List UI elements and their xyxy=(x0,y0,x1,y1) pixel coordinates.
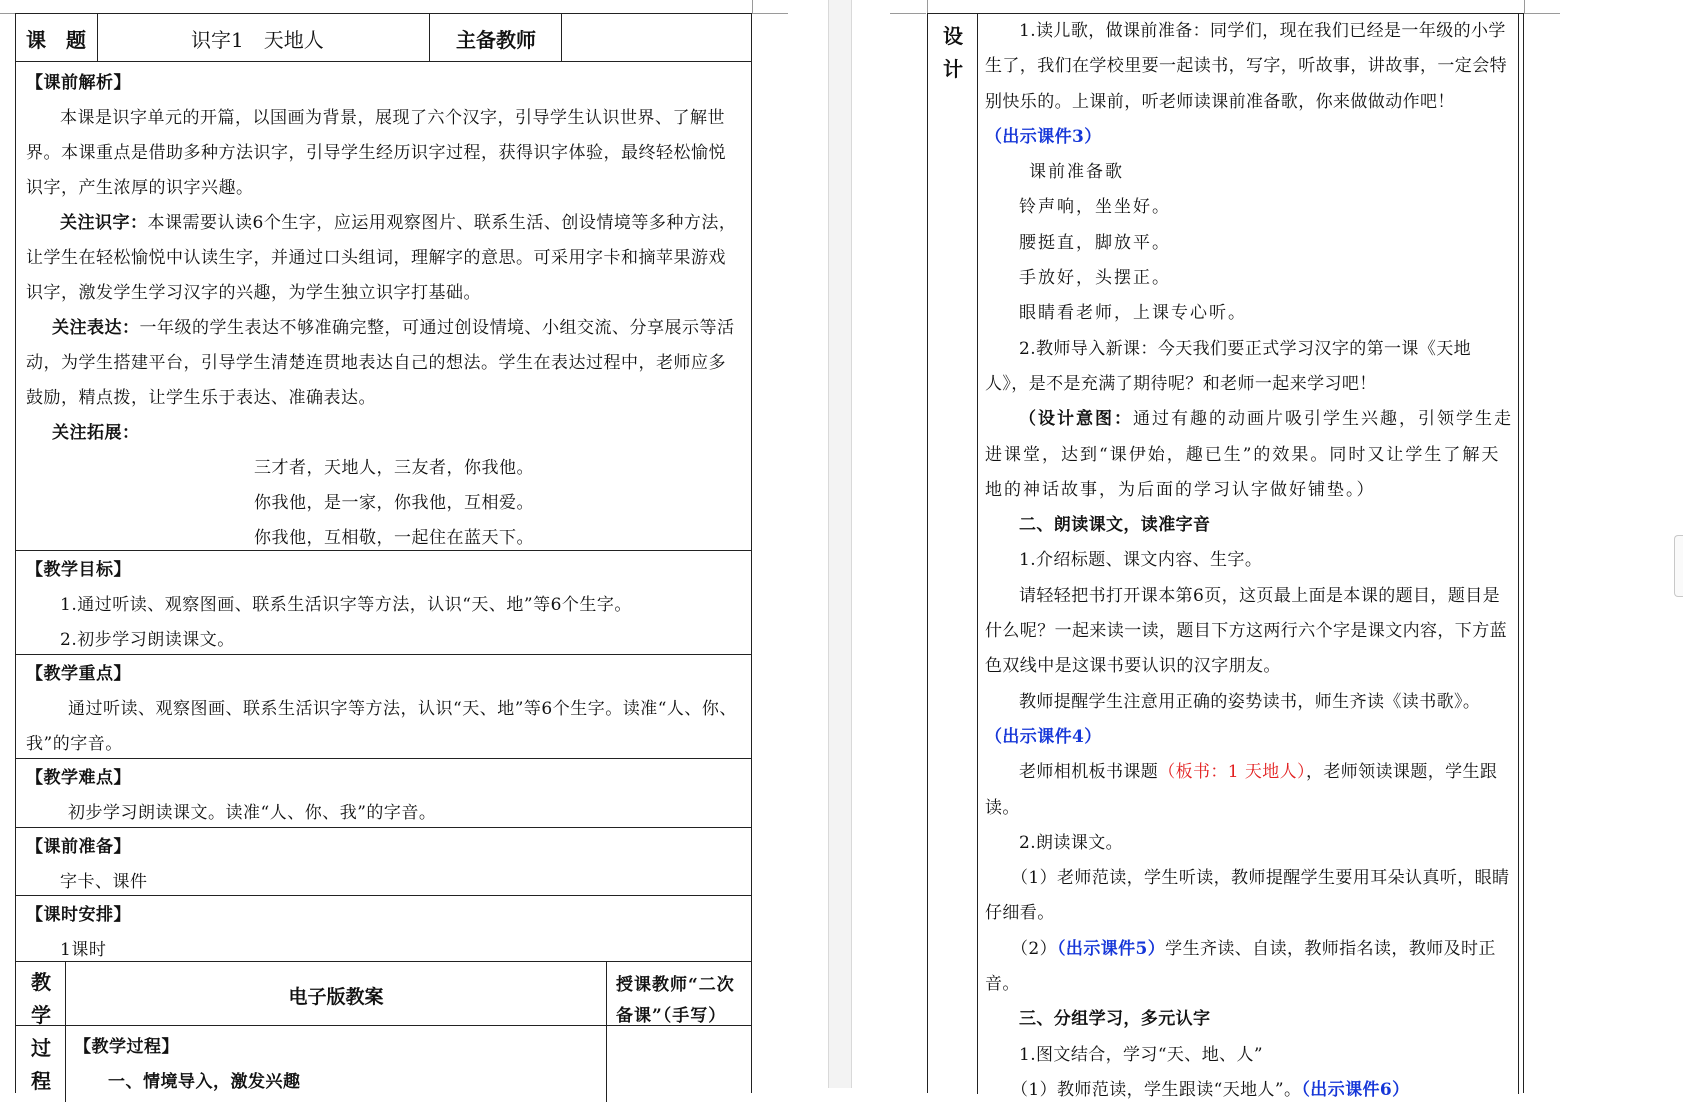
difficulties-title: 【教学难点】 xyxy=(26,768,131,788)
first-step: 一、情境导入，激发兴趣 xyxy=(108,1072,301,1092)
key-points-title: 【教学重点】 xyxy=(26,664,131,684)
preparation-title: 【课前准备】 xyxy=(26,837,131,857)
process-title: 【教学过程】 xyxy=(74,1037,179,1057)
right-page-content xyxy=(985,14,1513,1108)
step2-text: 2.教师导入新课：今天我们要正式学习汉字的第一课《天地人》，是不是充满了期待呢？和老师一起来学习吧！ xyxy=(985,338,1472,394)
song-line: 手放好，头摆正。 xyxy=(1019,268,1171,289)
courseware-cue: （出示课件3） xyxy=(985,126,1102,147)
goals-title: 【教学目标】 xyxy=(26,560,131,580)
process-header-row xyxy=(16,962,751,1026)
process-side-label: 教 学 过 程 xyxy=(31,970,51,1093)
crop-mark xyxy=(927,0,928,14)
goal-item: 1.通过听读、观察图画、联系生活识字等方法，认识“天、地”等6个生字。 xyxy=(60,595,632,615)
key-points-text: 通过听读、观察图画、联系生活识字等方法，认识“天、地”等6个生字。读准“人、你、我”的字音。 xyxy=(26,699,737,754)
board-writing-paragraph: 老师相机板书课题（板书：1 天地人），老师领读课题，学生跟读。 xyxy=(985,762,1498,818)
section2-item2b: （2）（出示课件5）学生齐读、自读，教师指名读，教师及时正音。 xyxy=(985,938,1496,995)
section2-title: 二、朗读课文，读准字音 xyxy=(1019,515,1211,536)
difficulties-section xyxy=(16,759,751,828)
second-prep-label: 授课教师“二次备课”（手写） xyxy=(616,975,735,1026)
schedule-text: 1课时 xyxy=(60,940,107,960)
song-line: 腰挺直，脚放平。 xyxy=(1019,232,1171,253)
key-points-section xyxy=(16,655,751,759)
section2-item1: 1.介绍标题、课文内容、生字。 xyxy=(1019,550,1263,571)
scroll-tab[interactable] xyxy=(1674,535,1683,597)
electronic-plan-label: 电子版教案 xyxy=(288,986,384,1008)
page-gap xyxy=(828,0,852,1088)
schedule-title: 【课时安排】 xyxy=(26,905,131,925)
left-page-table xyxy=(15,13,752,1093)
song-title: 课前准备歌 xyxy=(1029,162,1124,183)
section2-item2a: （1）老师范读，学生听读，教师提醒学生要用耳朵认真听，眼睛仔细看。 xyxy=(985,868,1510,924)
crop-mark xyxy=(752,13,788,14)
section3-title: 三、分组学习，多元认字 xyxy=(1019,1009,1211,1030)
crop-mark xyxy=(1524,13,1560,14)
song-line: 铃声响，坐坐好。 xyxy=(1019,197,1171,218)
topic-title: 识字1 天地人 xyxy=(191,28,324,52)
section3-item1a: （1）教师范读，学生跟读“天地人”。（出示课件6） xyxy=(1011,1079,1410,1100)
analysis-intro: 本课是识字单元的开篇，以国画为背景，展现了六个汉字，引导学生认识世界、了解世界。本课重点是借助多种方法识字，引导学生经历识字过程，获得识字体验，最终轻松愉悦识字，产生浓厚的识字兴趣。 xyxy=(26,108,726,198)
focus-expression: 关注表达：一年级的学生表达不够准确完整，可通过创设情境、小组交流、分享展示等活动，为学生搭建平台，引导学生清楚连贯地表达自己的想法。学生在表达过程中，老师应多鼓励，精点拨，让学生乐于表达、准确表达。 xyxy=(26,318,735,408)
topic-label: 课 题 xyxy=(26,28,86,52)
focus-extension: 关注拓展： xyxy=(52,423,140,443)
design-intent: （设计意图：通过有趣的动画片吸引学生兴趣，引领学生走进课堂，达到“课伊始，趣已生”的效果。同时又让学生了解天地的神话故事，为后面的学习认字做好铺垫。） xyxy=(985,409,1513,500)
section3-item1: 1.图文结合，学习“天、地、人” xyxy=(1019,1044,1264,1065)
schedule-section xyxy=(16,896,751,962)
poem xyxy=(26,451,741,556)
design-side-label: 设 计 xyxy=(943,24,963,81)
header-row xyxy=(16,14,751,62)
goals-section xyxy=(16,551,751,655)
song-line: 眼睛看老师，上课专心听。 xyxy=(1019,303,1247,324)
poem-line: 你我他，是一家，你我他，互相爱。 xyxy=(254,493,534,513)
section2-paragraph2: 教师提醒学生注意用正确的姿势读书，师生齐读《读书歌》。 xyxy=(1019,691,1481,712)
step1-text: 1.读儿歌，做课前准备：同学们，现在我们已经是一年级的小学生了，我们在学校里要一起读书，写字，听故事，讲故事，一定会特别快乐的。上课前，听老师读课前准备歌，你来做做动作吧！ xyxy=(985,21,1507,112)
analysis-title: 【课前解析】 xyxy=(26,73,131,93)
preparation-text: 字卡、课件 xyxy=(60,872,148,892)
poem-line: 你我他，互相敬，一起住在蓝天下。 xyxy=(254,528,534,548)
crop-mark xyxy=(1524,0,1525,14)
focus-literacy: 关注识字：本课需要认读6个生字，应运用观察图片、联系生活、创设情境等多种方法，让学生在轻松愉悦中认读生字，并通过口头组词，理解字的意思。可采用字卡和摘苹果游戏识字，激发学生学习汉字的兴趣，为学生独立识字打基础。 xyxy=(26,213,737,303)
crop-mark xyxy=(752,0,753,14)
crop-mark xyxy=(890,13,926,14)
board-writing: （板书：1 天地人） xyxy=(1158,762,1306,783)
difficulties-text: 初步学习朗读课文。读准“人、你、我”的字音。 xyxy=(68,803,437,823)
section2-item2: 2.朗读课文。 xyxy=(1019,832,1124,853)
section2-paragraph: 请轻轻把书打开课本第6页，这页最上面是本课的题目，题目是什么呢？一起来读一读，题目下方这两行六个字是课文内容，下方蓝色双线中是这课书要认识的汉字朋友。 xyxy=(985,585,1507,677)
teacher-label: 主备教师 xyxy=(456,28,536,52)
analysis-section xyxy=(16,62,751,551)
preparation-section xyxy=(16,828,751,896)
goal-item: 2.初步学习朗读课文。 xyxy=(60,630,235,650)
courseware-cue: （出示课件4） xyxy=(985,726,1102,747)
poem-line: 三才者，天地人，三友者，你我他。 xyxy=(254,458,534,478)
